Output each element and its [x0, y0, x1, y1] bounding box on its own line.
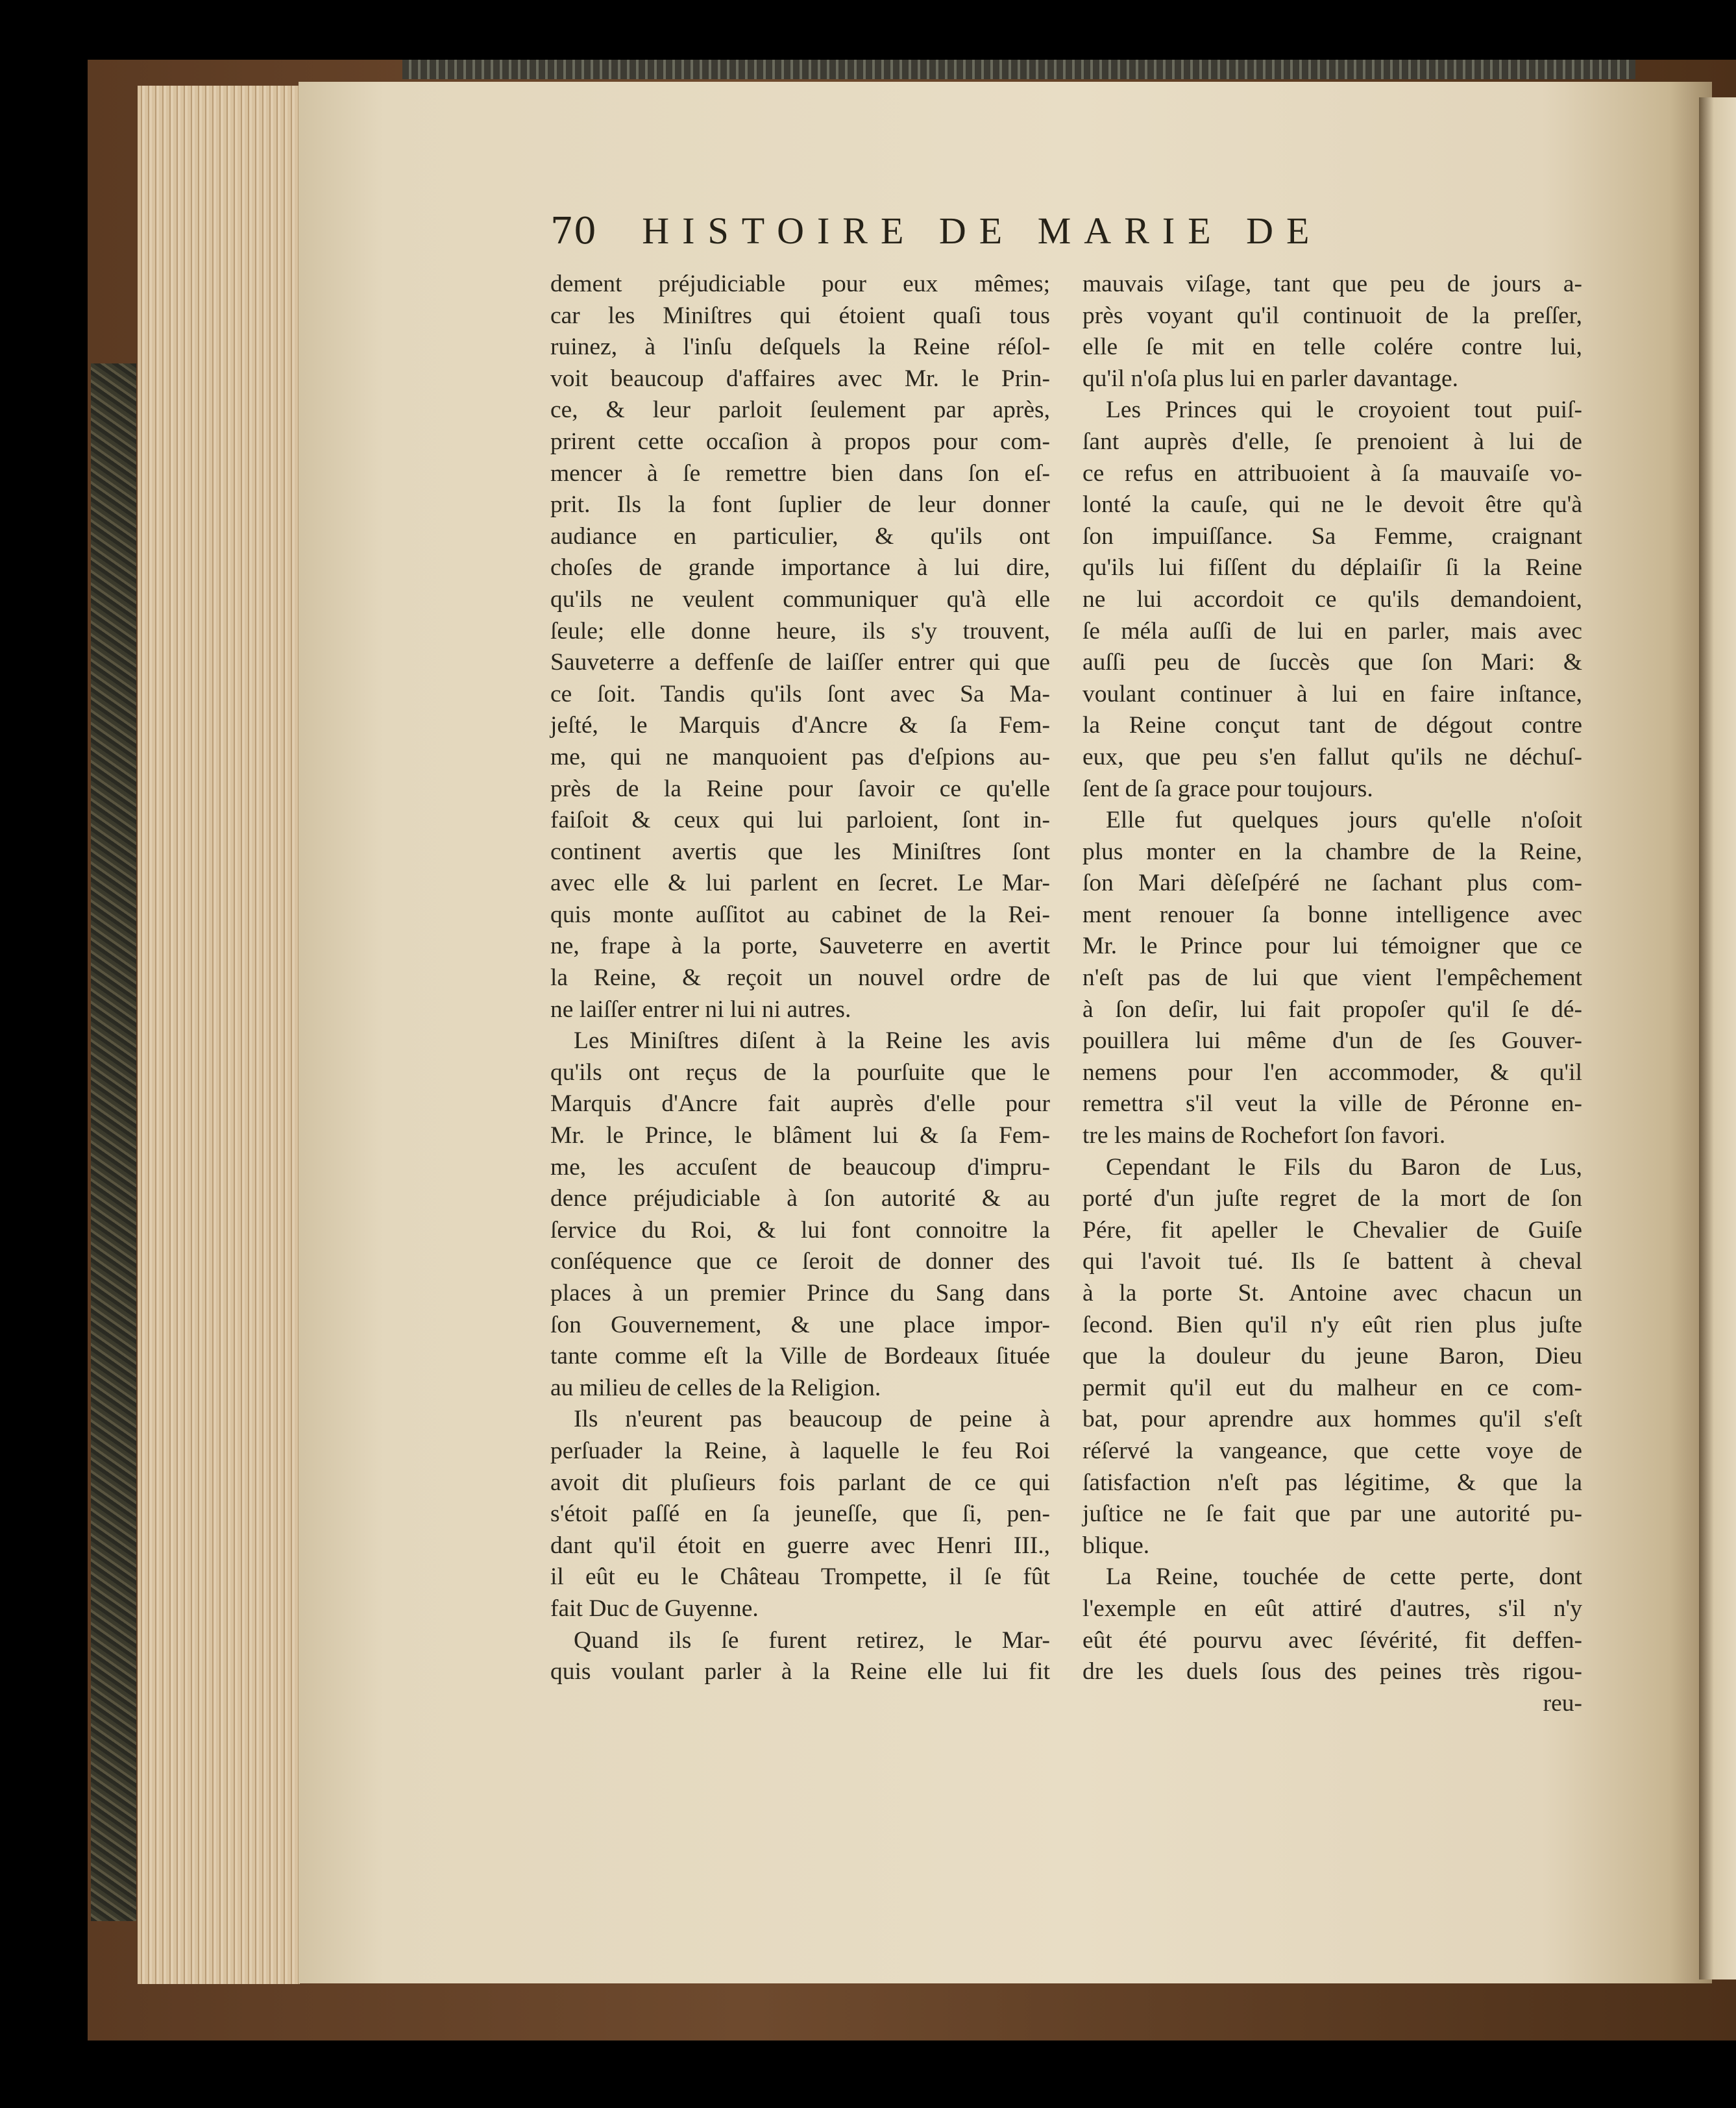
cover-top-edge: [402, 60, 1635, 79]
text-line: qu'ils ne veulent communiquer qu'à elle: [550, 585, 1050, 613]
text-line: ne lui accordoit ce qu'ils demandoient,: [1082, 585, 1582, 613]
text-line: dement préjudiciable pour eux mêmes;: [550, 271, 1050, 297]
text-line: choſes de grande importance à lui dire,: [550, 554, 1050, 582]
text-line: l'exemple en eût attiré d'autres, s'il n'y: [1082, 1595, 1582, 1622]
text-line: qu'ils ont reçus de la pourſuite que le: [550, 1059, 1050, 1086]
text-line: ce ſoit. Tandis qu'ils ſont avec Sa Ma-: [550, 680, 1050, 707]
text-line: Pére, fit apeller le Chevalier de Guiſe: [1082, 1216, 1582, 1244]
text-line: ſant auprès d'elle, ſe prenoient à lui de: [1082, 428, 1582, 455]
text-line: remettra s'il veut la ville de Péronne en-: [1082, 1090, 1582, 1118]
text-line: auſſi peu de ſuccès que ſon Mari: &: [1082, 649, 1582, 676]
text-line: faiſoit & ceux qui lui parloient, ſont in-: [550, 807, 1050, 834]
text-line: Ils n'eurent pas beaucoup de peine à: [574, 1406, 1050, 1433]
text-line: Marquis d'Ancre fait auprès d'elle pour: [550, 1090, 1050, 1118]
text-line: à la porte St. Antoine avec chacun un: [1082, 1280, 1582, 1306]
text-line: tante comme eſt la Ville de Bordeaux ſituée: [550, 1343, 1050, 1370]
page-number: 70: [550, 210, 597, 252]
text-line: n'eſt pas de lui que vient l'empêchement: [1082, 964, 1582, 992]
text-line: ne laiſſer entrer ni lui ni autres.: [550, 996, 851, 1023]
marbled-board: [91, 363, 136, 1921]
text-line: près voyant qu'il continuoit de la preſſer,: [1082, 302, 1582, 329]
text-line: jeſté, le Marquis d'Ancre & ſa Fem-: [550, 712, 1050, 739]
text-line: Mr. le Prince, le blâment lui & ſa Fem-: [550, 1122, 1050, 1149]
text-line: pouillera lui même d'un de ſes Gouver-: [1082, 1027, 1582, 1055]
text-line: près de la Reine pour ſavoir ce qu'elle: [550, 775, 1050, 802]
text-line: que la douleur du jeune Baron, Dieu: [1082, 1343, 1582, 1370]
text-line: places à un premier Prince du Sang dans: [550, 1280, 1050, 1306]
text-line: ſeule; elle donne heure, ils s'y trouvent,: [550, 617, 1050, 644]
text-line: ſe méla auſſi de lui en parler, mais avec: [1082, 617, 1582, 644]
text-line: dre les duels ſous des peines très rigou-: [1082, 1658, 1582, 1685]
text-line: me, qui ne manquoient pas d'eſpions au-: [550, 743, 1050, 770]
text-line: avoit dit pluſieurs fois parlant de ce qui: [550, 1469, 1050, 1496]
text-line: tre les mains de Rochefort ſon favori.: [1082, 1122, 1446, 1149]
running-head-title: HISTOIRE DE MARIE DE: [642, 210, 1323, 252]
text-line: eux, que peu s'en fallut qu'ils ne déchuſ-: [1082, 743, 1582, 770]
text-line: la Reine conçut tant de dégout contre: [1082, 712, 1582, 739]
text-line: à ſon deſir, lui fait propoſer qu'il ſe dé-: [1082, 996, 1582, 1023]
text-line: elle ſe mit en telle colére contre lui,: [1082, 334, 1582, 361]
catchword: reu-: [1543, 1689, 1582, 1717]
text-line: blique.: [1082, 1532, 1150, 1559]
text-line: permit qu'il eut du malheur en ce com-: [1082, 1374, 1582, 1401]
text-line: porté d'un juſte regret de la mort de ſon: [1082, 1185, 1582, 1212]
text-line: perſuader la Reine, à laquelle le feu Roi: [550, 1437, 1050, 1464]
text-line: Sauveterre a deffenſe de laiſſer entrer qui que: [550, 649, 1050, 676]
text-line: dence préjudiciable à ſon autorité & au: [550, 1185, 1050, 1212]
text-line: Mr. le Prince pour lui témoigner que ce: [1082, 933, 1582, 960]
text-line: ruinez, à l'inſu deſquels la Reine réſol-: [550, 334, 1050, 361]
text-line: il eût eu le Château Trompette, il ſe fût: [550, 1563, 1050, 1591]
text-line: qui l'avoit tué. Ils ſe battent à cheval: [1082, 1248, 1582, 1275]
text-line: mencer à ſe remettre bien dans ſon eſ-: [550, 460, 1050, 487]
text-line: ſatisfaction n'eſt pas légitime, & que la: [1082, 1469, 1582, 1496]
facing-page-edge: [1699, 97, 1736, 1979]
text-line: ce, & leur parloit ſeulement par après,: [550, 397, 1050, 424]
text-line: la Reine, & reçoit un nouvel ordre de: [550, 964, 1050, 992]
text-line: qu'il n'oſa plus lui en parler davantage.: [1082, 365, 1458, 392]
text-line: audiance en particulier, & qu'ils ont: [550, 522, 1050, 550]
text-line: qu'ils lui fiſſent du déplaiſir ſi la Reine: [1082, 554, 1582, 582]
text-line: quis voulant parler à la Reine elle lui fit: [550, 1658, 1050, 1685]
text-line: nemens pour l'en accommoder, & qu'il: [1082, 1059, 1582, 1086]
text-line: mauvais viſage, tant que peu de jours a-: [1082, 271, 1582, 297]
text-line: fait Duc de Guyenne.: [550, 1595, 759, 1622]
text-line: voit beaucoup d'affaires avec Mr. le Prin-: [550, 365, 1050, 392]
text-line: prit. Ils la font ſuplier de leur donner: [550, 491, 1050, 519]
text-line: Quand ils ſe furent retirez, le Mar-: [574, 1626, 1050, 1654]
page-edges: [138, 86, 300, 1984]
text-line: plus monter en la chambre de la Reine,: [1082, 838, 1582, 865]
text-line: ſecond. Bien qu'il n'y eût rien plus juſte: [1082, 1311, 1582, 1338]
text-line: ſon impuiſſance. Sa Femme, craignant: [1082, 522, 1582, 550]
text-line: Les Princes qui le croyoient tout puiſ-: [1106, 397, 1582, 424]
text-line: car les Miniſtres qui étoient quaſi tous: [550, 302, 1050, 329]
text-line: réſervé la vangeance, que cette voye de: [1082, 1437, 1582, 1464]
text-line: ſon Gouvernement, & une place impor-: [550, 1311, 1050, 1338]
text-line: Elle fut quelques jours qu'elle n'oſoit: [1106, 807, 1582, 834]
text-line: ſent de ſa grace pour toujours.: [1082, 775, 1373, 802]
text-line: conſéquence que ce ſeroit de donner des: [550, 1248, 1050, 1275]
text-line: avec elle & lui parlent en ſecret. Le Mar-: [550, 870, 1050, 897]
right-text-column: [1082, 269, 1582, 1719]
left-text-column: [550, 269, 1050, 1688]
text-line: quis monte auſſitot au cabinet de la Rei-: [550, 901, 1050, 928]
text-line: lonté la cauſe, qui ne le devoit être qu'à: [1082, 491, 1582, 519]
text-line: eût été pourvu avec ſévérité, fit deffen-: [1082, 1626, 1582, 1654]
text-line: ce refus en attribuoient à ſa mauvaiſe vo-: [1082, 460, 1582, 487]
text-line: prirent cette occaſion à propos pour com-: [550, 428, 1050, 455]
text-line: dant qu'il étoit en guerre avec Henri III.,: [550, 1532, 1050, 1559]
text-line: Cependant le Fils du Baron de Lus,: [1106, 1153, 1582, 1181]
text-line: ſervice du Roi, & lui font connoitre la: [550, 1216, 1050, 1244]
text-line: juſtice ne ſe fait que par une autorité pu-: [1082, 1501, 1582, 1528]
text-line: La Reine, touchée de cette perte, dont: [1106, 1563, 1582, 1591]
text-line: voulant continuer à lui en faire inſtance,: [1082, 680, 1582, 707]
text-line: ne, frape à la porte, Sauveterre en avertit: [550, 933, 1050, 960]
text-line: bat, pour aprendre aux hommes qu'il s'eſt: [1082, 1406, 1582, 1433]
text-line: ſon Mari dèſeſpéré ne ſachant plus com-: [1082, 870, 1582, 897]
text-line: ment renouer ſa bonne intelligence avec: [1082, 901, 1582, 928]
text-line: s'étoit paſſé en ſa jeuneſſe, que ſi, pen-: [550, 1501, 1050, 1528]
text-line: Les Miniſtres diſent à la Reine les avis: [574, 1027, 1050, 1055]
running-head: [550, 209, 1446, 261]
text-line: me, les accuſent de beaucoup d'impru-: [550, 1153, 1050, 1181]
text-line: au milieu de celles de la Religion.: [550, 1374, 881, 1401]
text-line: continent avertis que les Miniſtres ſont: [550, 838, 1050, 865]
